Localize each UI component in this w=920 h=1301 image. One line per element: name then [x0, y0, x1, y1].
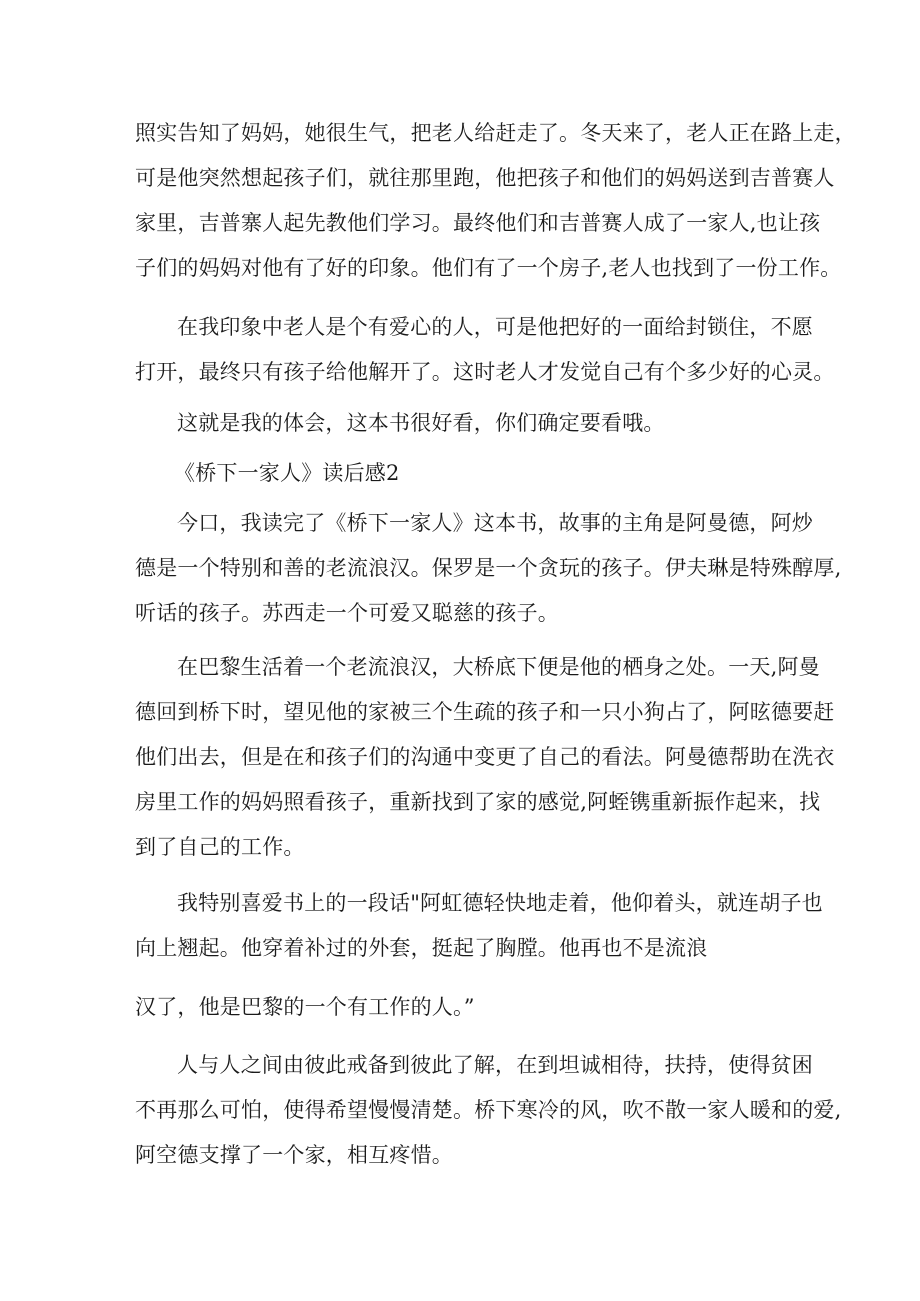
paragraph-1-line-4: 子们的妈妈对他有了好的印象。他们有了一个房子,老人也找到了一份工作。 — [135, 256, 842, 280]
paragraph-6-line-1: 在巴黎生活着一个老流浪汉，大桥底下便是他的栖身之处。一天,阿曼 — [177, 655, 820, 679]
section-heading: 《桥下一家人》读后感2 — [174, 461, 400, 485]
paragraph-8-line-2: 不再那么可怕，使得希望慢慢清楚。桥下寒冷的风，吹不散一家人暖和的爱, — [135, 1098, 842, 1122]
paragraph-3-line-1: 这就是我的体会，这本书很好看，你们确定要看哦。 — [177, 411, 665, 435]
paragraph-7-line-1: 我特别喜爱书上的一段话"阿虹德轻快地走着，他仰着头，就连胡子也 — [177, 891, 823, 915]
paragraph-6-line-4: 房里工作的妈妈照看孩子，重新找到了家的感觉,阿蛭镌重新振作起来，找 — [135, 790, 821, 814]
paragraph-2-line-1: 在我印象中老人是个有爱心的人，可是他把好的一面给封锁住，不愿 — [177, 315, 813, 339]
paragraph-5-line-3: 听话的孩子。苏西走一个可爱又聪慈的孩子。 — [135, 601, 559, 625]
paragraph-5-line-2: 德是一个特别和善的老流浪汉。保罗是一个贪玩的孩子。伊夫琳是特殊醇厚, — [135, 556, 842, 580]
paragraph-1-line-1: 照实告知了妈妈，她很生气，把老人给赶走了。冬天来了，老人正在路上走， — [135, 121, 856, 145]
paragraph-6-line-3: 他们出去，但是在和孩子们的沟通中变更了自己的看法。阿曼德帮助在洗衣 — [135, 745, 835, 769]
paragraph-7-line-3: 汉了，他是巴黎的一个有工作的人。” — [135, 995, 475, 1019]
paragraph-2-line-2: 打开，最终只有孩子给他解开了。这时老人才发觉自己有个多少好的心灵。 — [135, 360, 835, 384]
paragraph-1-line-2: 可是他突然想起孩子们，就往那里跑，他把孩子和他们的妈妈送到吉普赛人 — [135, 166, 835, 190]
paragraph-6-line-5: 到了自己的工作。 — [135, 835, 305, 859]
paragraph-8-line-1: 人与人之间由彼此戒备到彼此了解，在到坦诚相待，扶持，使得贫困 — [177, 1053, 813, 1077]
paragraph-1-line-3: 家里，吉普寨人起先教他们学习。最终他们和吉普赛人成了一家人,也让孩 — [135, 211, 821, 235]
paragraph-5-line-1: 今口，我读完了《桥下一家人》这本书，故事的主角是阿曼德，阿炒 — [177, 511, 813, 535]
paragraph-8-line-3: 阿空德支撑了一个家，相互疼惜。 — [135, 1143, 453, 1167]
paragraph-7-line-2: 向上翘起。他穿着补过的外套，挺起了胸膛。他再也不是流浪 — [135, 936, 708, 960]
paragraph-6-line-2: 德回到桥下时，望见他的家被三个生疏的孩子和一只小狗占了，阿昡德要赶 — [135, 700, 835, 724]
